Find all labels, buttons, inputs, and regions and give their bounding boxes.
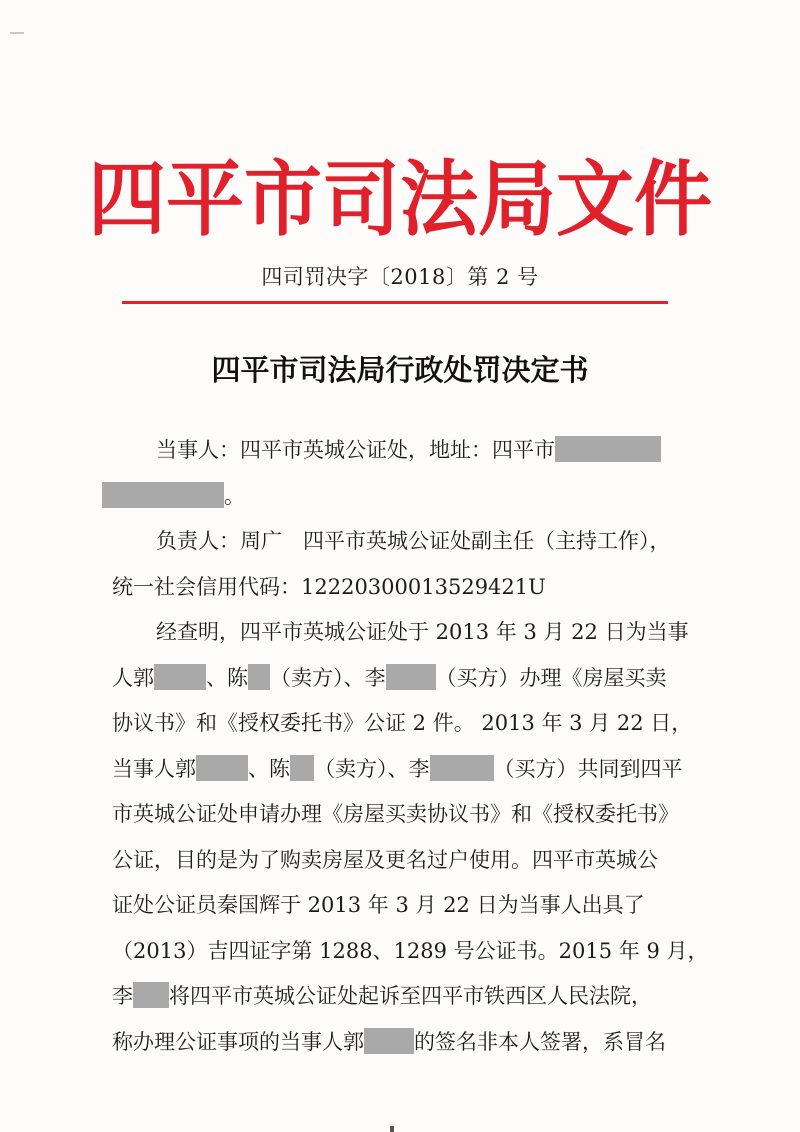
scan-mark (390, 1126, 394, 1132)
masthead-title: 四平市司法局文件 (87, 151, 712, 248)
body-line: （2013）吉四证字第 1288、1289 号公证书。2015 年 9 月， (112, 938, 709, 963)
red-divider (122, 301, 668, 304)
redaction-box (386, 664, 436, 690)
body-line: 公证，目的是为了购卖房屋及更名过户使用。四平市英城公 (112, 847, 658, 872)
decision-title: 四平市司法局行政处罚决定书 (211, 353, 589, 387)
body-line: 协议书》和《授权委托书》公证 2 件。 2013 年 3 月 22 日， (112, 711, 693, 735)
document-number: 四司罚决字〔2018〕第 2 号 (261, 265, 539, 289)
body-line: 证处公证员秦国辉于 2013 年 3 月 22 日为当事人出具了 (112, 893, 645, 917)
redaction-box (196, 755, 248, 781)
redaction-box (430, 755, 494, 781)
redaction-box (364, 1028, 414, 1054)
body-line: 李 将四平市英城公证处起诉至四平市铁西区人民法院， (112, 984, 652, 1008)
body-line: 当事人：四平市英城公证处，地址：四平市 (112, 428, 692, 474)
body-line: 称办理公证事项的当事人郭 的签名非本人签署，系冒名 (112, 1029, 666, 1054)
redaction-box (248, 664, 270, 690)
body-line: 负责人：周广 四平市英城公证处副主任（主持工作）， (156, 529, 671, 553)
redaction-box (102, 482, 224, 508)
body-line: 经查明，四平市英城公证处于 2013 年 3 月 22 日为当事 (156, 620, 689, 644)
redaction-box (555, 436, 661, 462)
scan-mark (10, 32, 24, 34)
body-line: 。 (112, 474, 692, 520)
redaction-box (133, 982, 169, 1008)
body-line: 市英城公证处申请办理《房屋买卖协议书》和《授权委托书》 (112, 802, 679, 826)
body-line: 统一社会信用代码：12220300013529421U (112, 574, 546, 599)
document-body (112, 428, 709, 1065)
redaction-box (154, 664, 206, 690)
body-line: 人郭 、陈 （卖方）、李 （买方）办理《房屋买卖 (112, 665, 667, 690)
body-line: 当事人郭 、陈 （卖方）、李 （买方）共同到四平 (112, 756, 683, 781)
redaction-box (290, 755, 314, 781)
